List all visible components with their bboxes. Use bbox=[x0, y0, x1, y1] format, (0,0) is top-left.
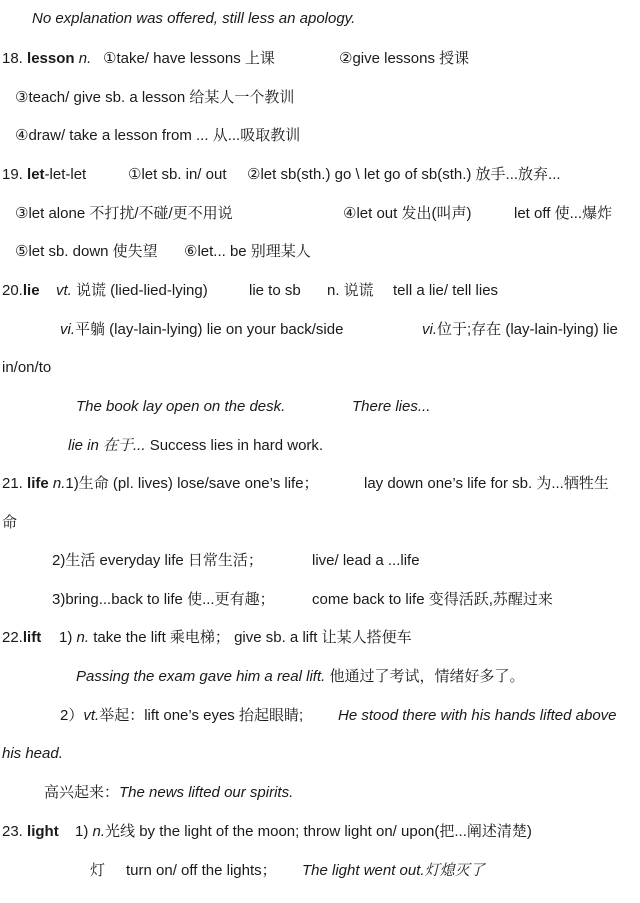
sense-text: ④let out 发出(叫声) bbox=[343, 205, 472, 222]
headword: lift bbox=[22, 629, 42, 646]
sense-text: lie to sb bbox=[249, 282, 301, 299]
example-sentence: No explanation was offered, still less an apology. bbox=[32, 10, 356, 27]
sense-line bbox=[44, 783, 293, 803]
entry-number: 21. bbox=[2, 475, 28, 492]
part-of-speech: vi. bbox=[60, 321, 75, 338]
part-of-speech: n. bbox=[92, 823, 106, 840]
sense-text: ⑤let sb. down 使失望 bbox=[15, 243, 158, 260]
sense-text: take the lift 乘电梯； give sb. a lift 让某人搭便车 bbox=[89, 629, 412, 646]
entry-let bbox=[2, 165, 561, 185]
entry-number: 18. bbox=[2, 50, 28, 67]
sense-line: ④draw/ take a lesson from ... 从...吸取教训 bbox=[15, 127, 301, 144]
sense-text: ③let alone 不打扰/不碰/更不用说 bbox=[15, 205, 233, 222]
sense-text: 高兴起来： bbox=[44, 784, 120, 801]
sense-line bbox=[15, 204, 635, 224]
entry-number: 20. bbox=[2, 282, 23, 299]
sense-text: ①take/ have lessons 上课 bbox=[103, 50, 275, 67]
example-translation: 灯熄灭了 bbox=[424, 862, 485, 879]
sense-text: 光线 by the light of the moon; throw light on/ upon(把...阐述清楚) bbox=[105, 823, 532, 840]
sense-number: 2） bbox=[60, 707, 84, 724]
sense-text: 3)bring...back to life 使...更有趣； bbox=[52, 591, 275, 608]
sense-number: 1) bbox=[59, 629, 77, 646]
sense-text: live/ lead a ...life bbox=[312, 552, 420, 569]
entry-lie bbox=[2, 281, 499, 301]
entry-number: 19. bbox=[2, 166, 28, 183]
sense-text: 2)生活 everyday life 日常生活； bbox=[52, 552, 263, 569]
example-sentence: He stood there with his hands lifted above bbox=[338, 707, 617, 724]
headword: lesson bbox=[27, 50, 75, 67]
headword: light bbox=[27, 823, 59, 840]
sense-line bbox=[52, 551, 420, 571]
sense-text: 说谎 (lied-lied-lying) bbox=[71, 282, 208, 299]
example-line bbox=[76, 397, 636, 417]
part-of-speech: n. bbox=[76, 629, 90, 646]
sense-text: n. 说谎 bbox=[327, 282, 374, 299]
sense-line: in/on/to bbox=[2, 359, 52, 376]
headword: life bbox=[27, 475, 49, 492]
sense-text: tell a lie/ tell lies bbox=[393, 282, 499, 299]
part-of-speech: vi. bbox=[422, 321, 437, 338]
example-translation: 他通过了考试，情绪好多了。 bbox=[325, 668, 525, 685]
headword: lie bbox=[22, 282, 40, 299]
sense-text: 位于;存在 (lay-lain-lying) lie bbox=[437, 321, 618, 338]
sense-line: 命 bbox=[2, 514, 18, 531]
example-sentence: Passing the exam gave him a real lift. bbox=[76, 668, 326, 685]
example-sentence: The light went out. bbox=[302, 862, 425, 879]
sense-line bbox=[60, 320, 640, 340]
sense-line bbox=[15, 242, 311, 262]
entry-light bbox=[2, 822, 532, 842]
example-sentence: Success lies in hard work. bbox=[145, 437, 324, 454]
part-of-speech: vt. bbox=[83, 707, 100, 724]
sense-text: 灯 bbox=[90, 862, 106, 879]
sense-text: 平躺 (lay-lain-lying) lie on your back/side bbox=[75, 321, 344, 338]
part-of-speech: n. bbox=[48, 475, 66, 492]
headword-forms: -let-let bbox=[44, 166, 87, 183]
entry-lift bbox=[2, 628, 412, 648]
entry-number: 23. bbox=[2, 823, 28, 840]
sense-number: 1) bbox=[75, 823, 93, 840]
entry-number: 22. bbox=[2, 629, 23, 646]
sense-text: 举起：lift one’s eyes 抬起眼睛; bbox=[99, 707, 304, 724]
example-line bbox=[68, 436, 323, 456]
sense-line bbox=[60, 706, 640, 726]
sense-text: ①let sb. in/ out bbox=[128, 166, 227, 183]
sense-text: ②give lessons 授课 bbox=[339, 50, 470, 67]
sense-text: come back to life 变得活跃,苏醒过来 bbox=[312, 591, 553, 608]
example-sentence: The book lay open on the desk. bbox=[76, 398, 286, 415]
phrase: lie in 在于... bbox=[68, 437, 146, 454]
sense-text: 1)生命 (pl. lives) lose/save one’s life； bbox=[65, 475, 319, 492]
entry-lesson bbox=[2, 49, 470, 69]
headword: let bbox=[27, 166, 45, 183]
sense-line: ③teach/ give sb. a lesson 给某人一个教训 bbox=[15, 89, 295, 106]
sense-text: let off 使...爆炸 bbox=[514, 205, 613, 222]
sense-line bbox=[90, 861, 630, 881]
sense-text: ②let sb(sth.) go \ let go of sb(sth.) 放手...放弃... bbox=[247, 166, 561, 183]
sense-text: lay down one’s life for sb. 为...牺牲生 bbox=[364, 475, 609, 492]
example-sentence: The news lifted our spirits. bbox=[119, 784, 294, 801]
sense-text: turn on/ off the lights； bbox=[126, 862, 277, 879]
example-line bbox=[76, 667, 524, 687]
entry-life bbox=[2, 474, 640, 494]
sense-text: ⑥let... be 别理某人 bbox=[184, 243, 311, 260]
part-of-speech: vt. bbox=[56, 282, 72, 299]
part-of-speech: n. bbox=[74, 50, 92, 67]
sense-line bbox=[52, 590, 553, 610]
example-sentence: There lies... bbox=[352, 398, 431, 415]
example-sentence: his head. bbox=[2, 745, 63, 762]
